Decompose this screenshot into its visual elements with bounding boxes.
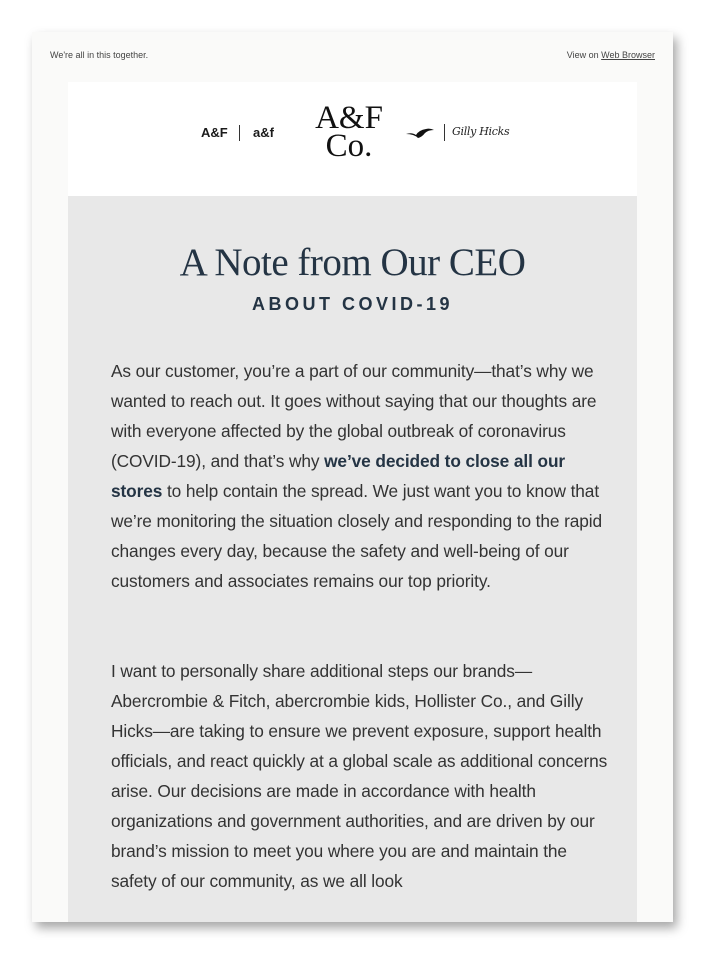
- p1-bold-text: we’ve decided to close all our stores: [111, 451, 566, 501]
- gilly-hicks-logo[interactable]: Gilly Hicks: [452, 125, 510, 138]
- afco-line1: A&F: [315, 100, 383, 136]
- email-card: [68, 82, 637, 922]
- view-prefix: View on: [566, 50, 602, 60]
- page-title: A Note from Our CEO: [179, 241, 526, 284]
- brand-logo-bar: [68, 82, 637, 196]
- seagull-icon[interactable]: [406, 126, 434, 144]
- view-in-browser: [567, 50, 655, 64]
- preheader: [50, 50, 655, 64]
- divider: [444, 124, 445, 141]
- af-kids-logo[interactable]: a&f: [253, 125, 274, 140]
- divider: [239, 125, 240, 141]
- page-subtitle: ABOUT COVID-19: [251, 294, 453, 314]
- web-browser-link[interactable]: Web Browser: [601, 50, 655, 60]
- paragraph-1: [111, 356, 611, 596]
- tagline: We're all in this together.: [50, 50, 149, 60]
- letter-panel: [68, 196, 637, 922]
- paragraph-2: I want to personally share additional steps our brands—Abercrombie & Fitch, abercrombie kids, Hollister Co., and Gilly Hicks—are taking to ensure we prevent exposure, support health officials, and react quickly at a global scale as additional concerns arise. Our decisions are made in accordance with health organizations and government authorities, and are driven by our brand’s mission to meet you where you are and maintain the safety of our community, as we all look: [111, 661, 608, 891]
- p1-text-after: to help contain the spread. We just want you to know that we’re monitoring the situation closely and responding to the rapid changes every day, because the safety and well-being of our customers and associates remains our top priority.: [111, 481, 603, 591]
- af-logo[interactable]: A&F: [201, 125, 228, 140]
- afco-logo[interactable]: [304, 100, 394, 164]
- p1-text: As our customer, you’re a part of our community—that’s why we wanted to reach out. It goes without saying that our thoughts are with everyone affected by the global outbreak of coronavirus (COVID-19), and that’s why: [111, 361, 597, 471]
- email-frame: [32, 32, 673, 922]
- afco-line2: Co.: [325, 128, 373, 164]
